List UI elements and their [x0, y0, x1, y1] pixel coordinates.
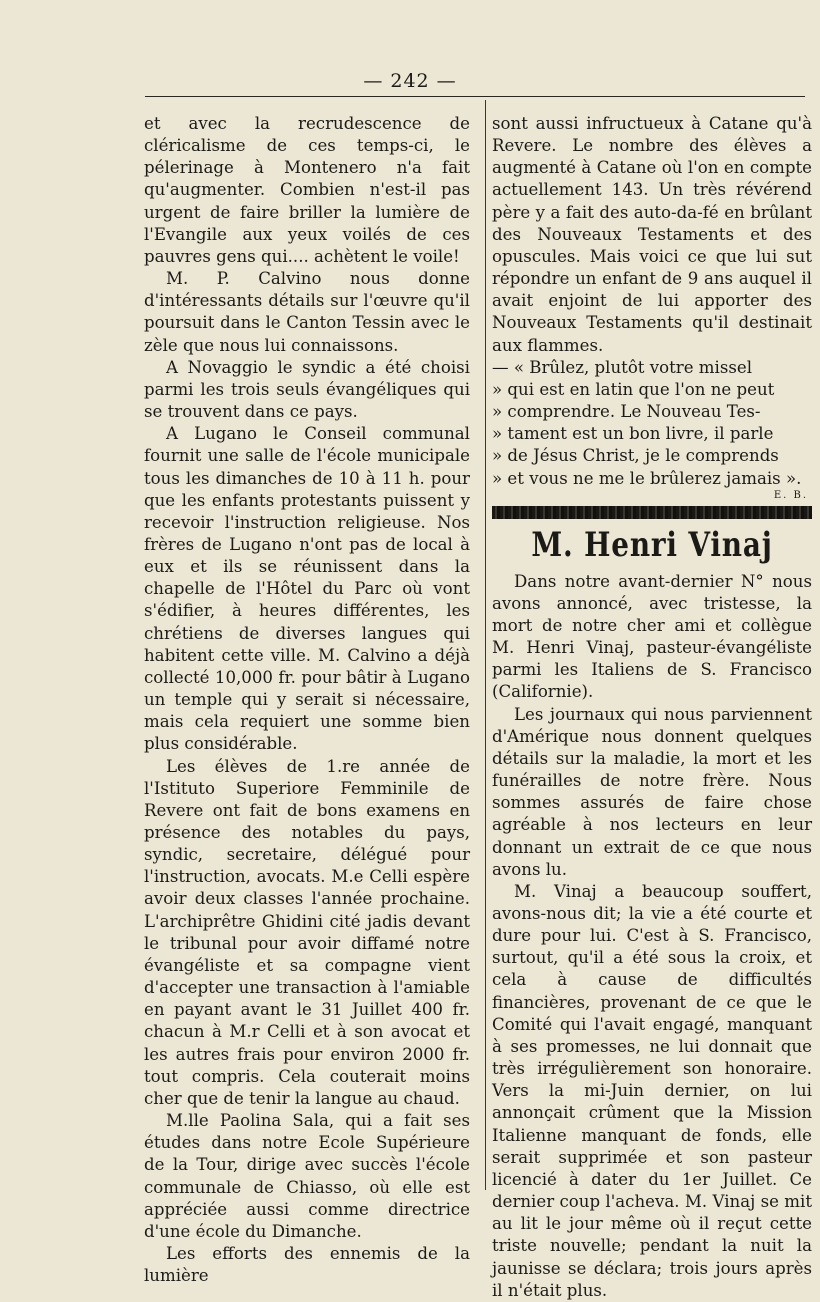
paragraph: Les élèves de 1.re année de l'Istituto Superiore Femminile de Revere ont fait de bons examens en présence des notables du pays, syndic, secretaire, délégué pour l'instruction, avocats. M.e Celli espère avoir deux classes l'année prochaine. L'archiprêtre Ghidini cité jadis devant le tribunal pour avoir diffamé notre évangéliste et sa compagne vient d'accepter une transaction à l'amiable en payant avant le 31 Juillet 400 fr. chacun à M.r Celli et à son avocat et les autres frais pour environ 2000 fr. tout compris. Cela couterait moins cher que de tenir la langue au chaud.: [144, 756, 470, 1108]
article-heading: M. Henri Vinaj: [531, 524, 773, 565]
paragraph: sont aussi infructueux à Catane qu'à Revere. Le nombre des élèves a augmenté à Catane où l'on en compte actuellement 143. Un très révérend père y a fait des auto-da-fé en brûlant des Nouveaux Testaments et des opuscules. Mais voici ce que lui sut répondre un enfant de 9 ans auquel il avait enjoint de lui apporter des Nouveaux Testaments qu'il destinait aux flammes.: [492, 114, 812, 355]
quotation: [492, 357, 812, 490]
paragraph: Les journaux qui nous parviennent d'Amérique nous donnent quelques détails sur la maladie, la mort et les funérailles de notre frère. Nous sommes assurés de faire chose agréable à nos lecteurs en leur donnant un extrait de ce que nous avons lu.: [492, 704, 812, 879]
paragraph: M. Vinaj a beaucoup souffert, avons-nous dit; la vie a été courte et dure pour lui. C'est à S. Francisco, surtout, qu'il a été sous la croix, et cela à cause de difficultés financières, provenant de ce que le Comité qui l'avait engagé, manquant à ses promesses, ne lui donnait que très irrégulièrement son honoraire. Vers la mi-Juin dernier, on lui annonçait crûment que la Mission Italienne manquant de fonds, elle serait supprimée et son pasteur licencié à dater du 1er Juillet. Ce dernier coup l'acheva. M. Vinaj se mit au lit le jour même où il reçut cette triste nouvelle; pendant la nuit la jaunisse se déclara; trois jours après il n'était plus.: [492, 881, 812, 1300]
paragraph: M. P. Calvino nous donne d'intéressants détails sur l'œuvre qu'il poursuit dans le Canton Tessin avec le zèle que nous lui connaissons.: [144, 269, 470, 355]
paragraph: M.lle Paolina Sala, qui a fait ses études dans notre Ecole Supérieure de la Tour, dirige avec succès l'école communale de Chiasso, où elle est appréciée aussi comme directrice d'une école du Dimanche.: [144, 1111, 470, 1241]
quote-line: » tament est un bon livre, il parle: [492, 424, 774, 444]
section-divider: [492, 506, 812, 519]
left-column: [144, 113, 470, 1287]
paragraph: Les efforts des ennemis de la lumière: [144, 1243, 470, 1286]
quote-line: » comprendre. Le Nouveau Tes-: [492, 402, 761, 422]
paragraph: A Novaggio le syndic a été choisi parmi les trois seuls évangéliques qui se trouvent dans ce pays.: [144, 357, 470, 422]
quote-line: » de Jésus Christ, je le comprends: [492, 446, 779, 466]
paragraph: A Lugano le Conseil communal fournit une salle de l'école municipale tous les dimanches de 10 à 11 h. pour que les enfants protestants puissent y recevoir l'instruction religieuse. Nos frères de Lugano n'ont pas de local à eux et ils se réunissent dans la chapelle de l'Hôtel du Parc où vont s'édifier, à heures différentes, les chrétiens de diverses langues qui habitent cette ville. M. Calvino a déjà collecté 10,000 fr. pour bâtir à Lugano un temple qui y serait si nécessaire, mais cela requiert une somme bien plus considérable.: [144, 424, 470, 754]
column-divider: [485, 100, 486, 1190]
paragraph: Dans notre avant-dernier N° nous avons annoncé, avec tristesse, la mort de notre cher ami et collègue M. Henri Vinaj, pasteur-évangéliste parmi les Italiens de S. Francisco (Californie).: [492, 571, 812, 702]
quote-line: » et vous ne me le brûlerez jamais ».: [492, 468, 802, 488]
paragraph: et avec la recrudescence de cléricalisme de ces temps-ci, le pélerinage à Montenero n'a fait qu'augmenter. Combien n'est-il pas urgent de faire briller la lumière de l'Evangile aux yeux voilés de ces pauvres gens qui.... achètent le voile!: [144, 114, 470, 266]
quote-line: — « Brûlez, plutôt votre missel: [492, 357, 753, 377]
right-column: [492, 113, 812, 1302]
page-number: — 242 —: [363, 70, 457, 92]
author-signature: E. B.: [773, 489, 808, 501]
quote-line: » qui est en latin que l'on ne peut: [492, 379, 775, 399]
header-rule: [145, 96, 805, 97]
